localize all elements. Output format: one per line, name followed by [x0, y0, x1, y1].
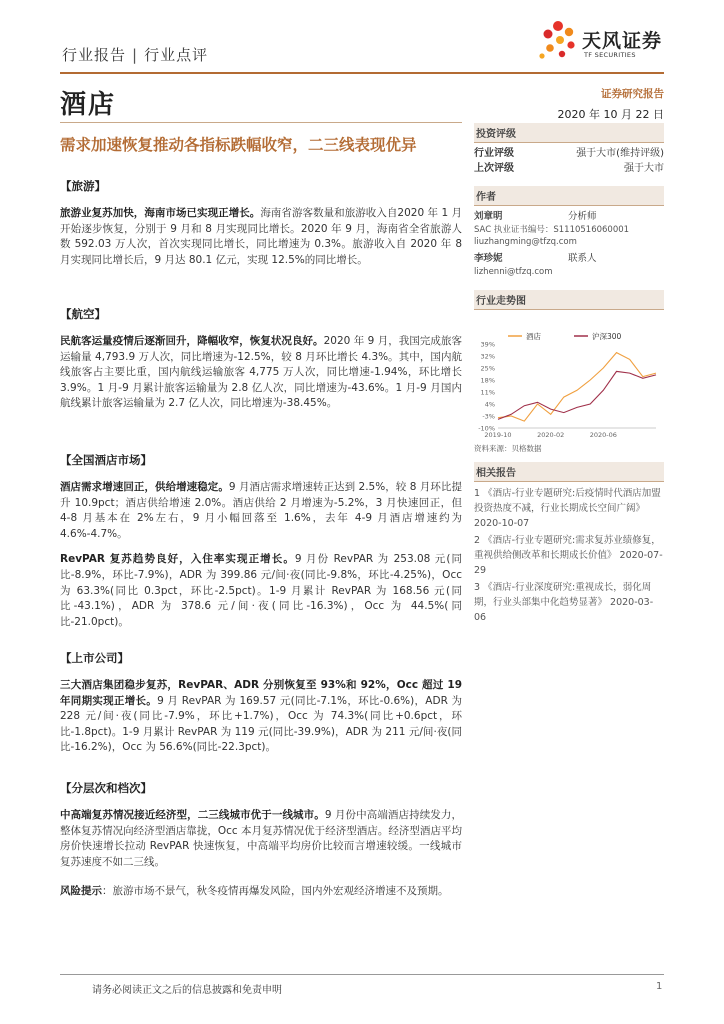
trend-heading: 行业走势图	[474, 290, 664, 310]
y-tick-label: -3%	[482, 412, 495, 421]
paragraph-body: 9 月 RevPAR 为 169.57 元(同比-7.1%，环比-0.6%)，ADR 为 228 元/间·夜(同比-7.9%，环比+1.7%)，Occ 为 74.3%(同比+0.6pct，环比-1.8pct)。1-9 月累计 RevPAR 为 119 元(同比-39.9%)，ADR 为 211 元/间·夜(同比-16.2%)，Occ 为 56.6%(同比-22.3pct)。	[60, 694, 462, 754]
footer-disclaimer: 请务必阅读正文之后的信息披露和免责申明	[92, 985, 282, 996]
paragraph-body: 海南省游客数量和旅游收入自2020 年 1 月开始逐步恢复，分别于 9 月和 8 月实现同比增长。2020 年 9 月，海南省全省旅游人数 592.03 万人次，首次实现同比增长，同比增速为 0.3%。旅游收入自 2020 年 8 月实现同比增长后，9 月达 80.1 亿元，实现 12.5%的同比增长。	[60, 207, 463, 266]
legend-label: 酒店	[526, 332, 541, 341]
section-title: 【航空】	[60, 307, 106, 321]
paragraph	[60, 808, 462, 870]
risk-paragraph	[60, 884, 462, 900]
report-date: 2020 年 10 月 22 日	[557, 108, 664, 121]
report-subtype-label: 行业点评	[144, 46, 209, 64]
rating-heading: 投资评级	[474, 123, 664, 143]
report-headline: 需求加速恢复推动各指标跌幅收窄，二三线表现优异	[60, 136, 417, 154]
x-tick-label: 2020-06	[589, 431, 617, 439]
header-rule	[60, 72, 664, 74]
section-tourism	[60, 178, 462, 268]
paragraph-lead: 风险提示	[60, 885, 102, 898]
paragraph-lead: RevPAR 复苏趋势良好，入住率实现正增长。	[60, 553, 295, 566]
author-role: 分析师	[568, 211, 597, 222]
y-tick-label: 4%	[484, 400, 495, 409]
section-aviation	[60, 306, 462, 412]
section-hotel-market	[60, 452, 462, 630]
rating-row	[474, 161, 664, 176]
author-name: 李珍妮	[474, 253, 503, 264]
paragraph-lead: 民航客运量疫情后逐渐回升，降幅收窄，恢复状况良好。	[60, 335, 324, 347]
paragraph-lead: 中高端复苏情况接近经济型，二三线城市优于一线城市。	[60, 809, 325, 821]
rating-block	[474, 123, 664, 176]
paragraph-body: 9 月酒店需求增速转正达到 2.5%，较 8 月环比提升 10.9pct；酒店供给增速 2.0%。酒店供给 2 月增速为-5.2%，3 月快速回正，但 4-8 月基本在 2%左右，9 月小幅回落至 1.6%，去年 4-9 月酒店增速约为 4.6%-4.7%。	[60, 481, 463, 540]
paragraph	[60, 480, 462, 542]
legend-label: 沪深300	[592, 332, 622, 341]
footer-rule	[60, 974, 664, 975]
author-name-row	[474, 251, 664, 266]
logo-petals-icon	[536, 18, 582, 64]
section-listed-companies	[60, 650, 462, 756]
paragraph-lead: 旅游业复苏加快，海南市场已实现正增长。	[60, 207, 261, 219]
paragraph-body: ：旅游市场不景气，秋冬疫情再爆发风险，国内外宏观经济增速不及预期。	[102, 885, 449, 898]
y-tick-label: 11%	[480, 388, 495, 397]
y-tick-label: 32%	[480, 352, 495, 361]
y-tick-label: 25%	[480, 364, 495, 373]
author-heading: 作者	[474, 186, 664, 206]
related-report-item[interactable]: 3 《酒店-行业深度研究:重视成长，弱化周期，行业头部集中化趋势显著》 2020-03-06	[474, 582, 654, 623]
report-meta	[474, 86, 664, 122]
rating-key: 上次评级	[474, 163, 514, 174]
author-cert: SAC 执业证书编号：S1110516060001	[474, 225, 630, 235]
paragraph	[60, 552, 462, 630]
logo-text-en: TF SECURITIES	[584, 51, 636, 59]
report-type: 行业报告 | 行业点评	[62, 46, 209, 64]
author-block	[474, 186, 664, 278]
paragraph	[60, 334, 462, 412]
y-tick-label: -10%	[478, 424, 495, 433]
paragraph	[60, 678, 462, 756]
author-name-row	[474, 209, 664, 224]
author-email[interactable]: lizhenni@tfzq.com	[474, 267, 553, 277]
paragraph-lead: 酒店需求增速回正，供给增速稳定。	[60, 481, 229, 493]
section-tiers	[60, 780, 462, 900]
section-title: 【全国酒店市场】	[60, 453, 152, 467]
series-line-酒店	[498, 353, 656, 422]
y-tick-label: 39%	[480, 340, 495, 349]
series-line-沪深300	[498, 371, 656, 419]
paragraph-body: 2020 年 9 月，我国完成旅客运输量 4,793.9 万人次，同比增速为-12.5%，较 8 月环比增长 4.3%。其中，国内航线旅客占主要比重，国内航线运输旅客 4,775 万人次，同比增速-1.94%，环比增长 3.9%。1 月-9 月累计旅客运输量为 2.8 亿人次，同比增速为-43.6%。1 月-9 月国内航线累计旅客运输量为 2.7 亿人次，同比增速为-38.45%。	[60, 335, 463, 410]
related-report-item[interactable]: 1 《酒店-行业专题研究:后疫情时代酒店加盟投资热度不减，行业长期成长空间广阔》 2020-10-07	[474, 488, 661, 529]
report-label: 证券研究报告	[601, 88, 664, 100]
y-tick-label: 18%	[480, 376, 495, 385]
industry-title: 酒店	[60, 90, 117, 120]
section-title: 【上市公司】	[60, 651, 129, 665]
author-email[interactable]: liuzhangming@tfzq.com	[474, 237, 577, 247]
x-tick-label: 2020-02	[537, 431, 565, 439]
related-heading: 相关报告	[474, 462, 664, 482]
section-title: 【分层次和档次】	[60, 781, 152, 795]
paragraph-body: 9 月份中高端酒店持续发力，整体复苏情况向经济型酒店靠拢，Occ 本月复苏情况优于经济型酒店。经济型酒店平均房价快速增长拉动 RevPAR 快速恢复，中高端平均房价比较而言增速较缓。一线城市复苏速度不如二三线。	[60, 809, 462, 868]
title-rule	[60, 122, 462, 123]
section-title: 【旅游】	[60, 179, 106, 193]
trend-chart	[474, 310, 664, 440]
x-tick-label: 2019-10	[484, 431, 512, 439]
rating-key: 行业评级	[474, 148, 514, 159]
rating-row	[474, 146, 664, 161]
related-report-item[interactable]: 2 《酒店-行业专题研究:需求复苏业绩修复，重视供给侧改革和长期成长价值》 2020-07-29	[474, 535, 663, 576]
related-reports-block	[474, 462, 664, 627]
trend-chart-block	[474, 290, 664, 454]
paragraph	[60, 206, 462, 268]
author-name: 刘章明	[474, 211, 503, 222]
chart-source: 资料来源：贝格数据	[474, 444, 542, 453]
author-role: 联系人	[568, 253, 597, 264]
rating-value: 强于大市	[624, 163, 664, 174]
paragraph-body: 9 月份 RevPAR 为 253.08 元(同比-8.9%，环比-7.9%)，ADR 为 399.86 元/间·夜(同比-9.8%，环比-4.25%)，Occ 为 63.3%(同比 0.3pct，环比-2.5pct)。1-9 月累计 RevPAR 为 168.56 元(同比-43.1%)，ADR 为 378.6 元/间·夜(同比-16.3%)，Occ 为 44.5%(同比-21.0pct)。	[60, 553, 463, 628]
rating-value: 强于大市(维持评级)	[576, 148, 664, 159]
page-number: 1	[656, 981, 663, 992]
paragraph-lead: 三大酒店集团稳步复苏，RevPAR、ADR 分别恢复至 93%和 92%，Occ 超过 19 年同期实现正增长。	[60, 679, 462, 707]
logo	[536, 18, 686, 64]
report-type-label: 行业报告	[62, 46, 127, 64]
logo-text: 天风证券	[582, 30, 663, 52]
